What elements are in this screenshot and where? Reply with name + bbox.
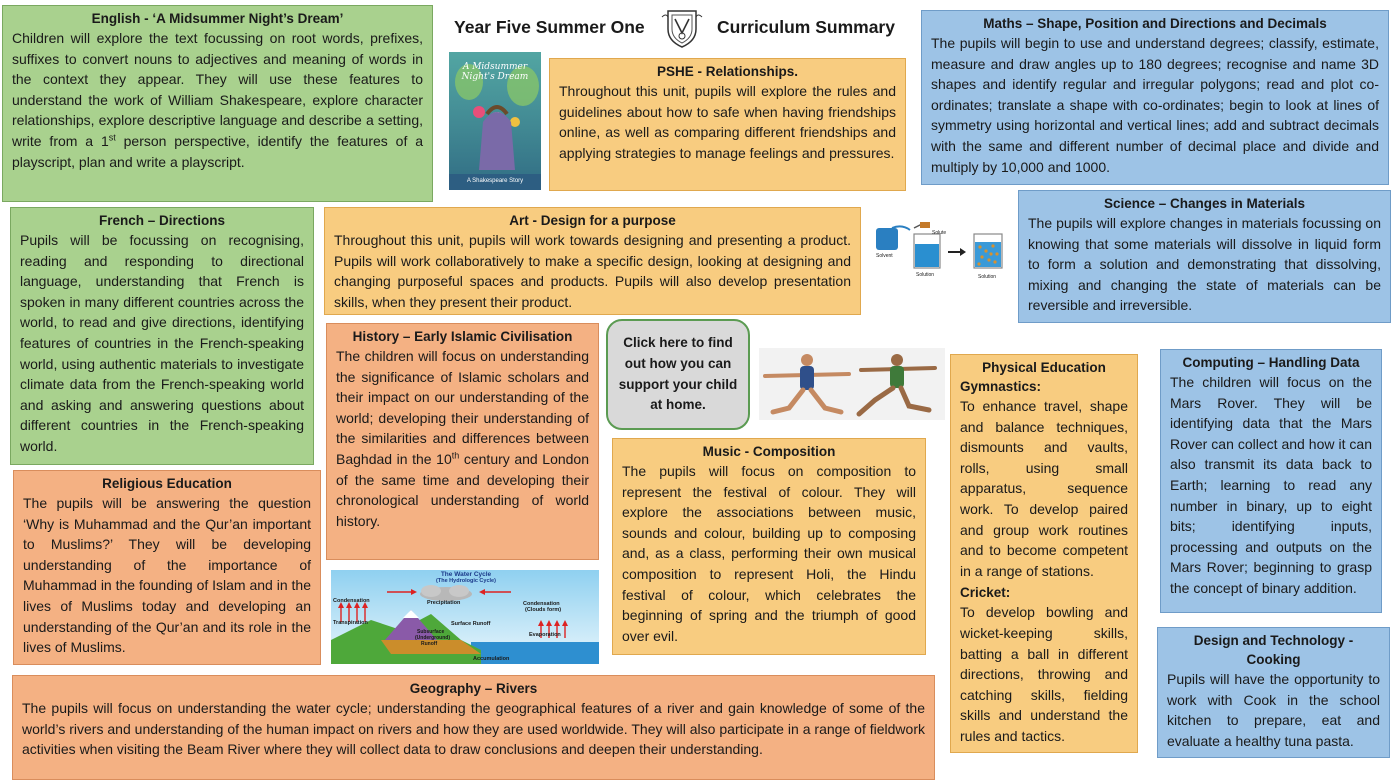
book-cover-title: A Midsummer Night's Dream <box>461 62 529 82</box>
page-title-left: Year Five Summer One <box>454 17 645 37</box>
geography-panel <box>12 675 935 780</box>
midsummer-nights-dream-book-cover <box>449 52 541 190</box>
geography-title: Geography – Rivers <box>409 681 538 696</box>
art-body: Throughout this unit, pupils will work towards designing and presenting a product. Pupils will work collaboratively to make a specific design, looking at designing and changing purposeful spaces and products. Pupils will also develop presentation skills, when they present their product. <box>334 232 851 310</box>
pe-cricket-title: Cricket: <box>960 585 1011 601</box>
pshe-title: PSHE - Relationships. <box>656 64 799 79</box>
music-panel <box>612 438 926 655</box>
wc-label-precipitation: Precipitation <box>427 600 461 606</box>
wc-label-condensation-left: Condensation <box>333 598 370 604</box>
diagram-label-solution-2: Solution <box>978 274 997 280</box>
re-body: The pupils will be answering the question ‘Why is Muhammad and the Qur’an important to Muslims?’ They will be developing understanding of the importance of Muhammad in the founding of Islam and in the lives of Muslims today and developing an understanding of the Qur’an and its role in the lives of Muslims. <box>23 495 311 656</box>
music-body: The pupils will focus on composition to represent the festival of colour. They will explore the associations between music, sounds and colour, building up to composing and, as a class, performing their own musical composition to represent Holi, the Hindu festival of colour, which celebrates the beginning of spring and the triumph of good over evil. <box>622 463 916 644</box>
computing-panel <box>1160 349 1382 613</box>
dissolving-diagram-image <box>874 222 1012 284</box>
pe-gymnastics-body: To enhance travel, shape and balance techniques, dismounts and vaults, rolls, using small apparatus, sequence work. To develop paired and group work routines and to become competent in a range of stations. <box>960 398 1128 579</box>
book-cover-caption: A Shakespeare Story <box>466 178 524 184</box>
gymnasts-balancing-image <box>759 348 945 420</box>
english-panel <box>2 5 433 202</box>
school-crest-icon <box>660 7 704 49</box>
pe-cricket-body: To develop bowling and wicket-keeping skills, batting a ball in different directions, throwing and catching skills, fielding skills and understand the rules and tactics. <box>960 604 1128 744</box>
re-panel <box>13 470 321 665</box>
wc-label-subsurface: Subsurface <box>417 629 445 635</box>
maths-title: Maths – Shape, Position and Directions and Decimals <box>983 16 1327 31</box>
pe-gymnastics-title: Gymnastics: <box>960 379 1042 394</box>
french-body: Pupils will be focussing on recognising, reading and responding to directional language, understanding that French is spoken in many different countries across the world, to read and give directions, identifying features of countries in the French-speaking world, using authentic materials to investigate climate data from the French-speaking world and asking and answering questions about different countries in the French-speaking world. <box>20 232 304 454</box>
support-at-home-link-button[interactable]: Click here to find out how you can support your child at home. <box>606 319 750 430</box>
history-body: The children will focus on understanding the significance of Islamic scholars and their impact on our understanding of the world; developing their understanding of the similarities and differences between Baghdad in the 10th century and London of the same time and developing their chronological understanding of world history. <box>336 348 590 529</box>
history-panel <box>326 323 599 560</box>
diagram-label-solution: Solution <box>916 272 935 278</box>
wc-label-clouds-form: (Clouds form) <box>525 607 562 613</box>
music-title: Music - Composition <box>702 444 836 459</box>
pshe-panel <box>549 58 906 191</box>
english-body: Children will explore the text focussing on root words, prefixes, suffixes to convert nouns to adjectives and meaning of words in the context they appear. They will use these features to understand the work of William Shakespeare, explore character relationships, explore descriptive language and describe a setting, write from a 1st person perspective, identify the features of a playscript, plan and write a playscript. <box>12 30 423 170</box>
science-panel <box>1018 190 1391 323</box>
science-body: The pupils will explore changes in materials focussing on knowing that some materials will dissolve in liquid form to form a solution and demonstrating that dissolving, mixing and changing the state of materials can be reversible and irreversible. <box>1028 215 1381 314</box>
french-title: French – Directions <box>98 213 226 228</box>
diagram-label-solute: Solute <box>932 230 947 236</box>
pshe-body: Throughout this unit, pupils will explore the rules and guidelines about how to safe when having friendships online, as well as comparing different friendships and applying strategies to manage feelings and pressures. <box>559 83 896 161</box>
history-title: History – Early Islamic Civilisation <box>352 329 573 344</box>
re-title: Religious Education <box>102 476 232 491</box>
maths-panel <box>921 10 1389 185</box>
wc-label-evaporation: Evaporation <box>529 632 561 638</box>
english-title: English - ‘A Midsummer Night’s Dream’ <box>91 11 344 26</box>
wc-label-surface-runoff: Surface Runoff <box>451 621 491 627</box>
art-title: Art - Design for a purpose <box>509 213 676 228</box>
computing-title: Computing – Handling Data <box>1182 355 1360 370</box>
pe-title: Physical Education <box>982 360 1106 375</box>
geography-body: The pupils will focus on understanding the water cycle; understanding the geographical features of a river and gain knowledge of some of the world’s rivers and understanding of the human impact on rivers and how they are used worldwide. They will also participate in a range of fieldwork activities when visiting the Beam River where they will collect data to draw conclusions and deepen their understanding. <box>22 700 925 758</box>
wc-label-underground: (Underground) <box>415 635 450 641</box>
computing-body: The children will focus on the Mars Rover. They will be identifying data that the Mars Rover can collect and how it can also transmit its data back to Earth; learning to read any number in binary, up to eight bits; identifying inputs, processing and outputs on the Mars Rover; beginning to grasp the concept of binary addition. <box>1170 374 1372 596</box>
water-cycle-diagram-image <box>331 570 599 664</box>
french-panel <box>10 207 314 465</box>
page-title-right: Curriculum Summary <box>717 17 895 37</box>
dt-panel <box>1157 627 1390 758</box>
pe-panel <box>950 354 1138 753</box>
science-title: Science – Changes in Materials <box>1103 196 1306 211</box>
water-cycle-title: The Water Cycle <box>440 571 492 578</box>
maths-body: The pupils will begin to use and understand degrees; classify, estimate, measure and draw angles up to 180 degrees; recognise and name 3D shapes and identify regular and irregular polygons; read and plot co-ordinates; translate a shape with co-ordinates; begin to look at lines of symmetry using horizontal and vertical lines; add and subtract decimals with the same and different number of decimal place and divide and multiply by 10,000 and 1000. <box>931 35 1379 175</box>
art-panel <box>324 207 861 315</box>
water-cycle-subtitle: (The Hydrologic Cycle) <box>436 578 496 584</box>
wc-label-runoff: Runoff <box>421 641 438 647</box>
dt-body: Pupils will have the opportunity to work with Cook in the school kitchen to prepare, eat and evaluate a healthy tuna pasta. <box>1167 671 1380 749</box>
dt-title: Design and Technology - Cooking <box>1193 633 1354 667</box>
wc-label-accumulation: Accumulation <box>473 656 510 662</box>
diagram-label-solvent: Solvent <box>876 253 893 259</box>
wc-label-transpiration: Transpiration <box>333 620 368 626</box>
wc-label-condensation-right: Condensation <box>523 601 560 607</box>
